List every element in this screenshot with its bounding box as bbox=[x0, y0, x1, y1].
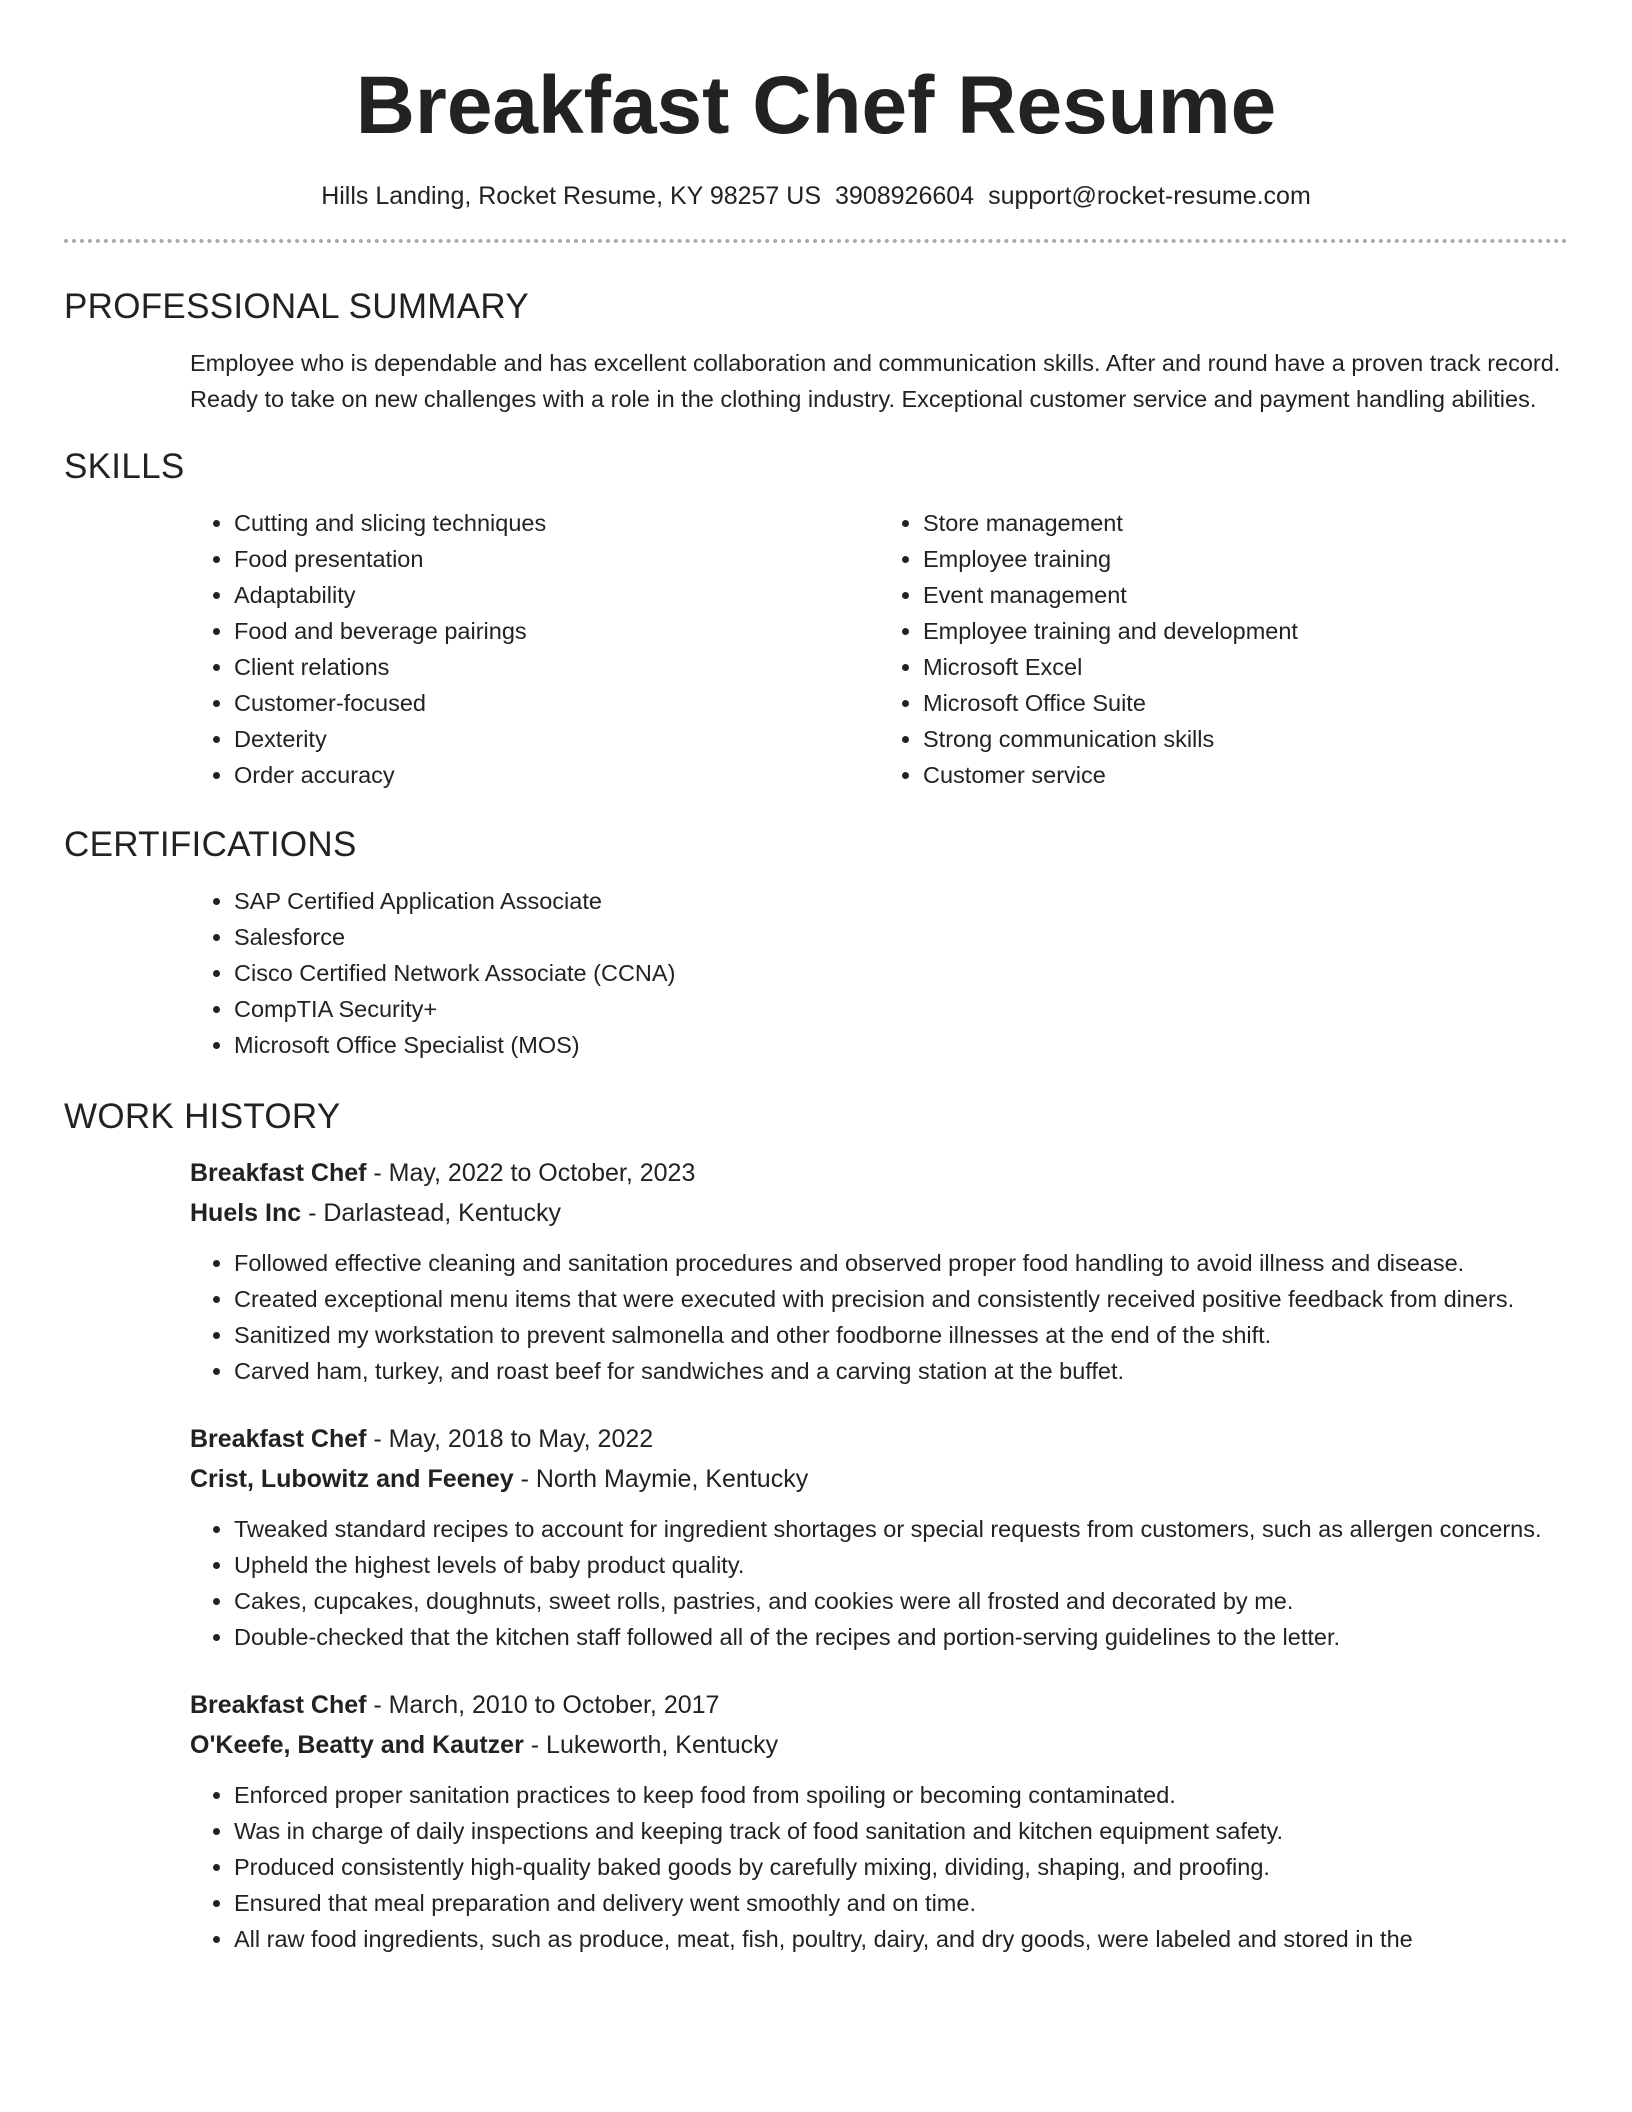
summary-text: Employee who is dependable and has excellent collaboration and communication skills. After and round have a proven track record. Ready to take on new challenges with a role in the clothing industry. Exceptional customer service and payment handling abilities. bbox=[190, 350, 1561, 412]
skill-item: • Food and beverage pairings bbox=[234, 613, 879, 649]
skill-item: • Customer-focused bbox=[234, 685, 879, 721]
job-bullets bbox=[190, 1511, 1568, 1655]
job-company-line bbox=[190, 1725, 1568, 1765]
job-dates: - March, 2010 to October, 2017 bbox=[366, 1691, 720, 1719]
job-bullet: • Followed effective cleaning and sanitation procedures and observed proper food handling to avoid illness and disease. bbox=[234, 1245, 1568, 1281]
header-divider bbox=[64, 239, 1568, 243]
certifications-section bbox=[64, 823, 1568, 1063]
skill-item: • Food presentation bbox=[234, 541, 879, 577]
job-bullets bbox=[190, 1777, 1568, 1957]
skills-section bbox=[64, 445, 1568, 793]
skill-item: • Order accuracy bbox=[234, 757, 879, 793]
certifications-list bbox=[190, 883, 1568, 1063]
skill-item: • Customer service bbox=[923, 757, 1568, 793]
job-company: Crist, Lubowitz and Feeney bbox=[190, 1465, 514, 1493]
job-entry bbox=[190, 1685, 1568, 1957]
job-company: Huels Inc bbox=[190, 1199, 302, 1227]
job-bullet: • All raw food ingredients, such as produce, meat, fish, poultry, dairy, and dry goods, were labeled and stored in the bbox=[234, 1921, 1568, 1957]
summary-section bbox=[64, 285, 1568, 417]
contact-email[interactable]: support@rocket-resume.com bbox=[988, 182, 1311, 210]
contact-phone: 3908926604 bbox=[835, 182, 975, 210]
job-bullet: • Sanitized my workstation to prevent salmonella and other foodborne illnesses at the end of the shift. bbox=[234, 1317, 1568, 1353]
job-bullet: • Created exceptional menu items that were executed with precision and consistently received positive feedback from diners. bbox=[234, 1281, 1568, 1317]
job-company-line bbox=[190, 1459, 1568, 1499]
job-bullet: • Carved ham, turkey, and roast beef for sandwiches and a carving station at the buffet. bbox=[234, 1353, 1568, 1389]
skill-item: • Client relations bbox=[234, 649, 879, 685]
skill-item: • Event management bbox=[923, 577, 1568, 613]
job-bullet: • Upheld the highest levels of baby product quality. bbox=[234, 1547, 1568, 1583]
job-company: O'Keefe, Beatty and Kautzer bbox=[190, 1731, 524, 1759]
job-bullet: • Tweaked standard recipes to account for ingredient shortages or special requests from customers, such as allergen concerns. bbox=[234, 1511, 1568, 1547]
contact-address: Hills Landing, Rocket Resume, KY 98257 US bbox=[321, 182, 822, 210]
job-bullet: • Was in charge of daily inspections and keeping track of food sanitation and kitchen equipment safety. bbox=[234, 1813, 1568, 1849]
job-dates: - May, 2018 to May, 2022 bbox=[366, 1425, 654, 1453]
skill-item: • Employee training bbox=[923, 541, 1568, 577]
certifications-heading: CERTIFICATIONS bbox=[64, 825, 357, 864]
skill-item: • Strong communication skills bbox=[923, 721, 1568, 757]
skill-item: • Microsoft Excel bbox=[923, 649, 1568, 685]
job-title-line bbox=[190, 1419, 1568, 1459]
job-bullet: • Produced consistently high-quality baked goods by carefully mixing, dividing, shaping, and proofing. bbox=[234, 1849, 1568, 1885]
summary-heading: PROFESSIONAL SUMMARY bbox=[64, 287, 529, 326]
certification-item: • Cisco Certified Network Associate (CCNA) bbox=[234, 955, 1568, 991]
work-history-heading: WORK HISTORY bbox=[64, 1097, 341, 1136]
skill-item: • Adaptability bbox=[234, 577, 879, 613]
skills-list-right bbox=[879, 505, 1568, 793]
job-dates: - May, 2022 to October, 2023 bbox=[366, 1159, 696, 1187]
certification-item: • Salesforce bbox=[234, 919, 1568, 955]
skill-item: • Employee training and development bbox=[923, 613, 1568, 649]
job-bullets bbox=[190, 1245, 1568, 1389]
certification-item: • Microsoft Office Specialist (MOS) bbox=[234, 1027, 1568, 1063]
skill-item: • Microsoft Office Suite bbox=[923, 685, 1568, 721]
contact-line bbox=[0, 180, 1632, 212]
skills-heading: SKILLS bbox=[64, 447, 185, 486]
job-title-line bbox=[190, 1685, 1568, 1725]
job-title: Breakfast Chef bbox=[190, 1159, 367, 1187]
job-bullet: • Cakes, cupcakes, doughnuts, sweet rolls, pastries, and cookies were all frosted and decorated by me. bbox=[234, 1583, 1568, 1619]
job-company-line bbox=[190, 1193, 1568, 1233]
job-entry bbox=[190, 1419, 1568, 1655]
job-bullet: • Enforced proper sanitation practices to keep food from spoiling or becoming contaminated. bbox=[234, 1777, 1568, 1813]
job-title-line bbox=[190, 1153, 1568, 1193]
job-entry bbox=[190, 1153, 1568, 1389]
certification-item: • CompTIA Security+ bbox=[234, 991, 1568, 1027]
skills-columns bbox=[190, 505, 1568, 793]
certification-item: • SAP Certified Application Associate bbox=[234, 883, 1568, 919]
job-bullet: • Ensured that meal preparation and delivery went smoothly and on time. bbox=[234, 1885, 1568, 1921]
skill-item: • Store management bbox=[923, 505, 1568, 541]
job-title: Breakfast Chef bbox=[190, 1691, 367, 1719]
skill-item: • Dexterity bbox=[234, 721, 879, 757]
skills-list-left bbox=[190, 505, 879, 793]
job-location: - Darlastead, Kentucky bbox=[301, 1199, 561, 1227]
job-title: Breakfast Chef bbox=[190, 1425, 367, 1453]
job-location: - Lukeworth, Kentucky bbox=[523, 1731, 779, 1759]
skill-item: • Cutting and slicing techniques bbox=[234, 505, 879, 541]
job-bullet: • Double-checked that the kitchen staff followed all of the recipes and portion-serving guidelines to the letter. bbox=[234, 1619, 1568, 1655]
job-location: - North Maymie, Kentucky bbox=[513, 1465, 809, 1493]
resume-title: Breakfast Chef Resume bbox=[355, 60, 1277, 151]
work-history-section bbox=[64, 1095, 1568, 1957]
